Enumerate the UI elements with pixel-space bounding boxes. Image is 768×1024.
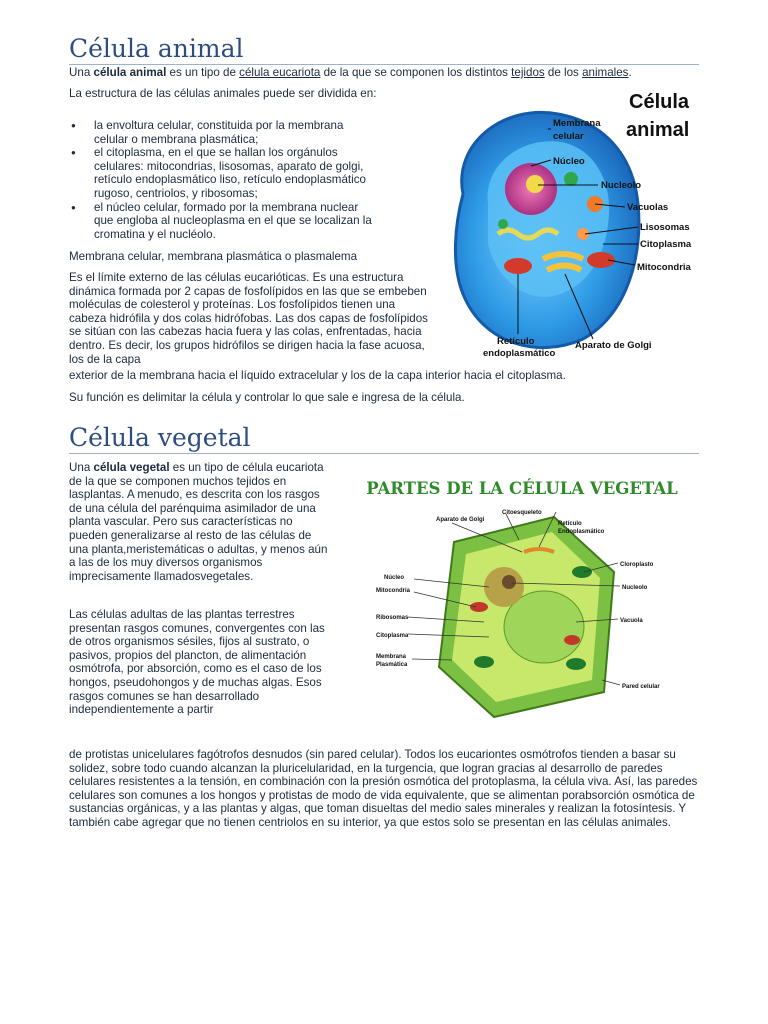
animal-mitochondria-a <box>504 258 532 274</box>
structure-item-nucleo: ● el núcleo celular, formado por la membrana nuclear que engloba al nucleoplasma en el que se localizan la cromatina y el nucléolo. <box>69 201 377 242</box>
plant-figure-title: PARTES DE LA CÉLULA VEGETAL <box>366 479 678 498</box>
animal-title-rule <box>69 64 699 65</box>
label-membrana-2: celular <box>553 131 584 142</box>
plant-label-nucleo: Núcleo <box>384 575 405 581</box>
structure-item-envoltura: ● la envoltura celular, constituida por la membrana celular o membrana plasmática; <box>69 119 377 146</box>
label-citoplasma: Citoplasma <box>640 239 692 250</box>
membrane-paragraph-a: Es el límite externo de las células eucarióticas. Es una estructura dinámica formada por 2 capas de fosfolípidos en las que se embeben moléculas de colesterol y proteínas. Los fosfolípidos tienen una cabeza hidrófila y dos colas hidrófobas. Las dos capas de fosfolípidos se sitúan con las cabezas hacia fuera y las colas, enfrentadas, hacia dentro. Es decir, los grupos hidrófilos se dirigen hacia la fase acuosa, los de la capa <box>69 271 428 366</box>
label-vacuolas: Vacuolas <box>627 202 669 213</box>
animal-cell-figure <box>443 84 699 364</box>
plant-label-reticulo-1: Retículo <box>558 521 582 527</box>
plant-label-cloroplasto: Cloroplasto <box>620 562 654 568</box>
plant-label-pared: Pared celular <box>622 684 660 690</box>
animal-section-title: Célula animal <box>69 34 244 63</box>
animal-intro-paragraph: Una célula animal es un tipo de célula eucariota de la que se componen los distintos tejidos de los animales. <box>69 66 632 79</box>
vegetal-paragraph-2b: de protistas unicelulares fagótrofos desnudos (sin pared celular). Todos los eucariontes osmótrofos tienden a basar su solidez, sobre todo cuando alcanzan la pluricelularidad, en la turgencia, que logran gracias al desarrollo de paredes celulares resistentes a la tensión, en combinación con la presión osmótica del protoplasma, la célula viva. Así, las paredes celulares son comunes a los hongos y protistas de modo de vida equivalente, que se alimentan porabsorción osmótica de sustancias orgánicas, y a las plantas y algas, que toman disueltas del medio sales minerales y realizan la fotosíntesis. Y también cabe agregar que no tienen centriolos en su interior, ya que estos solo se presentan en las células animales. <box>69 748 698 829</box>
animal-figure-title-2: animal <box>626 119 690 141</box>
vegetal-section-title: Célula vegetal <box>69 423 251 452</box>
link-celula-eucariota[interactable]: célula eucariota <box>239 66 321 79</box>
label-reticulo-1: Retículo <box>497 336 535 347</box>
plant-nucleolus <box>502 575 516 589</box>
label-golgi: Aparato de Golgi <box>575 340 652 351</box>
vegetal-paragraph-2a: Las células adultas de las plantas terrestres presentan rasgos comunes, convergentes con las de otros organismos sésiles, fijos al sustrato, o pasivos, propios del plancton, de alimentación osmótrofa, por absorción, como es el caso de los hongos, pseudohongos y de muchas algas. Esos rasgos comunes se han desarrollado independientemente a partir <box>69 608 325 717</box>
plant-label-reticulo-2: Endoplasmático <box>558 529 605 535</box>
plant-label-membrana-1: Membrana <box>376 654 407 660</box>
label-reticulo-2: endoplasmático <box>483 348 556 359</box>
function-paragraph: Su función es delimitar la célula y controlar lo que sale e ingresa de la célula. <box>69 391 465 404</box>
plant-label-membrana-2: Plasmática <box>376 662 408 668</box>
plant-label-vacuola: Vacuola <box>620 618 643 624</box>
animal-term-bold: célula animal <box>93 66 167 79</box>
animal-figure-title-1: Célula <box>629 91 690 113</box>
link-tejidos[interactable]: tejidos <box>511 66 545 79</box>
plant-nucleus <box>484 567 524 607</box>
vegetal-paragraph-1: Una célula vegetal es un tipo de célula eucariota de la que se componen muchos tejidos en lasplantas. A menudo, es descrita con los rasgos de una célula del parénquima asimilador de una planta vascular. Pero sus características no pueden generalizarse al resto de las células de una planta,meristemáticas o adultas, y menos aún a las de los muy diversos organismos imprecisamente llamadosvegetales. <box>69 461 328 583</box>
plant-label-ribosomas: Ribosomas <box>376 615 409 621</box>
plant-label-citoplasma: Citoplasma <box>376 633 409 639</box>
label-membrana-1: Membrana <box>553 118 601 129</box>
link-animales[interactable]: animales <box>582 66 629 79</box>
label-mitocondria: Mitocondria <box>637 262 691 273</box>
structure-item-citoplasma: ● el citoplasma, en el que se hallan los orgánulos celulares: mitocondrias, lisosomas, aparato de golgi, retículo endoplasmático liso, retículo endoplasmático rugoso, centriolos, y ribosomas; <box>69 146 377 200</box>
structure-list <box>69 119 377 241</box>
animal-mitochondria-b <box>587 252 615 268</box>
plant-label-golgi: Aparato de Golgi <box>436 517 485 523</box>
plant-cell-figure <box>344 462 700 734</box>
label-nucleolo: Nucleolo <box>601 180 642 191</box>
vegetal-term-bold: célula vegetal <box>93 461 170 474</box>
membrane-paragraph-b: exterior de la membrana hacia el líquido extracelular y los de la capa interior hacia el citoplasma. <box>69 369 566 382</box>
plant-label-citoesqueleto: Citoesqueleto <box>502 510 542 516</box>
plant-label-nucleolo: Nucleolo <box>622 585 648 591</box>
plant-label-mitocondria: Mitocondria <box>376 588 410 594</box>
label-lisosomas: Lisosomas <box>640 222 690 233</box>
plant-mitochondria <box>470 602 488 612</box>
plant-chloroplast-a <box>572 566 592 578</box>
animal-nucleolus <box>526 175 544 193</box>
label-nucleo: Núcleo <box>553 156 585 167</box>
structure-intro: La estructura de las células animales puede ser dividida en: <box>69 87 377 100</box>
membrane-heading: Membrana celular, membrana plasmática o plasmalema <box>69 250 358 263</box>
vegetal-title-rule <box>69 453 699 454</box>
